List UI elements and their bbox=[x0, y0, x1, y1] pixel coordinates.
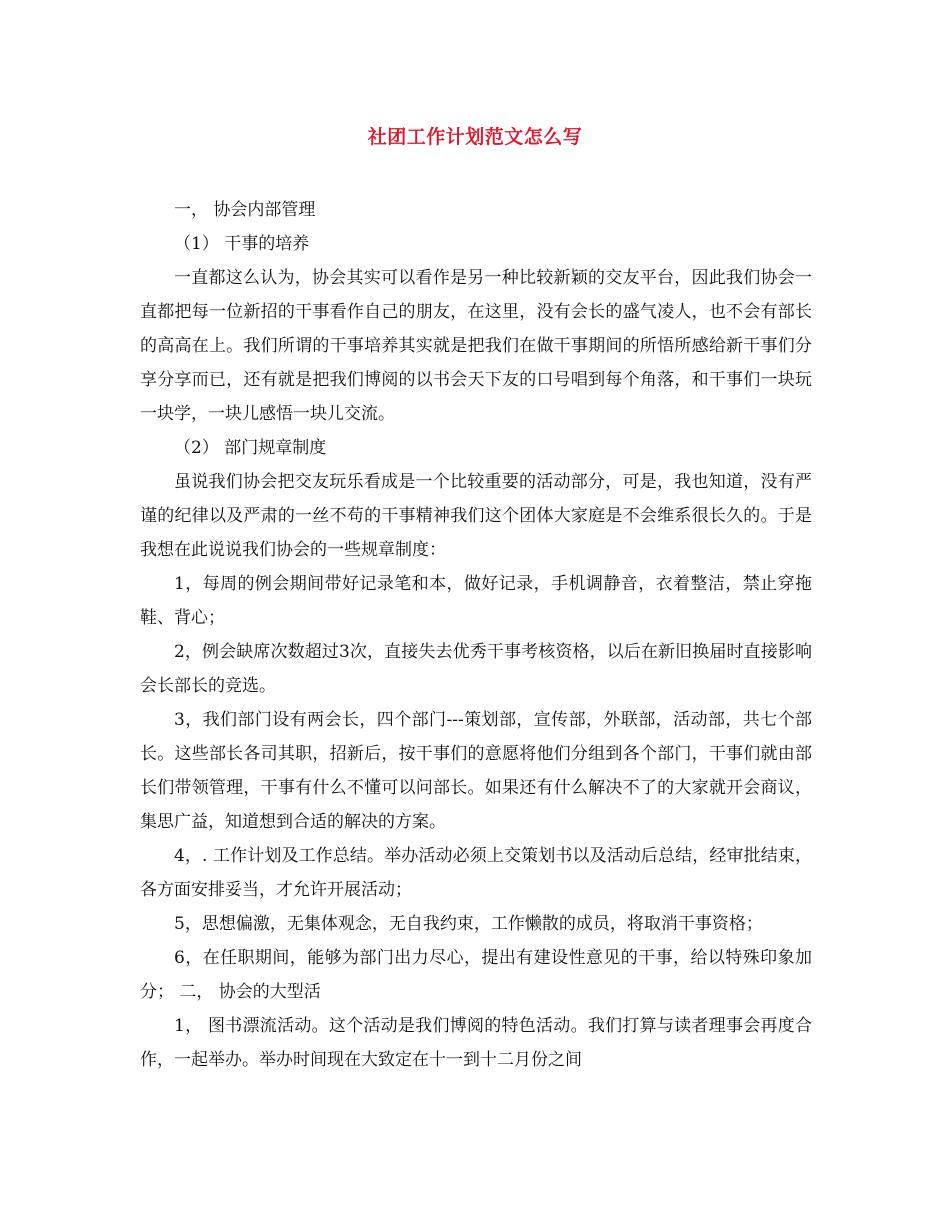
document-title: 社团工作计划范文怎么写 bbox=[367, 126, 583, 148]
rule-item: 5，思想偏激，无集体观念，无自我约束，工作懒散的成员，将取消干事资格； bbox=[174, 914, 763, 934]
document-body bbox=[140, 193, 812, 1077]
rule-item: 3，我们部门设有两会长，四个部门---策划部，宣传部，外联部，活动部，共七个部长。这些部长各司其职，招新后，按干事们的意愿将他们分组到各个部门，干事们就由部长们带领管理，干事有什么不懂可以问部长。如果还有什么解决不了的大家就开会商议，集思广益，知道想到合适的解决的方案。 bbox=[140, 710, 812, 832]
subsection-heading: （1） 干事的培养 bbox=[174, 234, 310, 254]
section-heading: 一， 协会内部管理 bbox=[174, 200, 316, 220]
rule-item: 1，每周的例会期间带好记录笔和本，做好记录，手机调静音，衣着整洁，禁止穿拖鞋、背心； bbox=[140, 574, 812, 628]
paragraph: 虽说我们协会把交友玩乐看成是一个比较重要的活动部分，可是，我也知道，没有严谨的纪律以及严肃的一丝不苟的干事精神我们这个团体大家庭是不会维系很长久的。于是我想在此说说我们协会的一些规章制度： bbox=[140, 472, 812, 560]
activity-item: 1， 图书漂流活动。这个活动是我们博阅的特色活动。我们打算与读者理事会再度合作，一起举办。举办时间现在大致定在十一到十二月份之间 bbox=[140, 1016, 812, 1070]
paragraph: 一直都这么认为，协会其实可以看作是另一种比较新颖的交友平台，因此我们协会一直都把每一位新招的干事看作自己的朋友，在这里，没有会长的盛气凌人，也不会有部长的高高在上。我们所谓的干事培养其实就是把我们在做干事期间的所悟所感给新干事们分享分享而已，还有就是把我们博阅的以书会天下友的口号唱到每个角落，和干事们一块玩一块学，一块儿感悟一块儿交流。 bbox=[140, 268, 812, 424]
subsection-heading: （2） 部门规章制度 bbox=[174, 438, 327, 458]
rule-item: 4，. 工作计划及工作总结。举办活动必须上交策划书以及活动后总结，经审批结束，各方面安排妥当，才允许开展活动； bbox=[140, 846, 812, 900]
rule-item: 6，在任职期间，能够为部门出力尽心，提出有建设性意见的干事，给以特殊印象加分； 二， 协会的大型活 bbox=[140, 948, 812, 1002]
rule-item: 2，例会缺席次数超过3次，直接失去优秀干事考核资格，以后在新旧换届时直接影响会长部长的竞选。 bbox=[140, 642, 812, 696]
